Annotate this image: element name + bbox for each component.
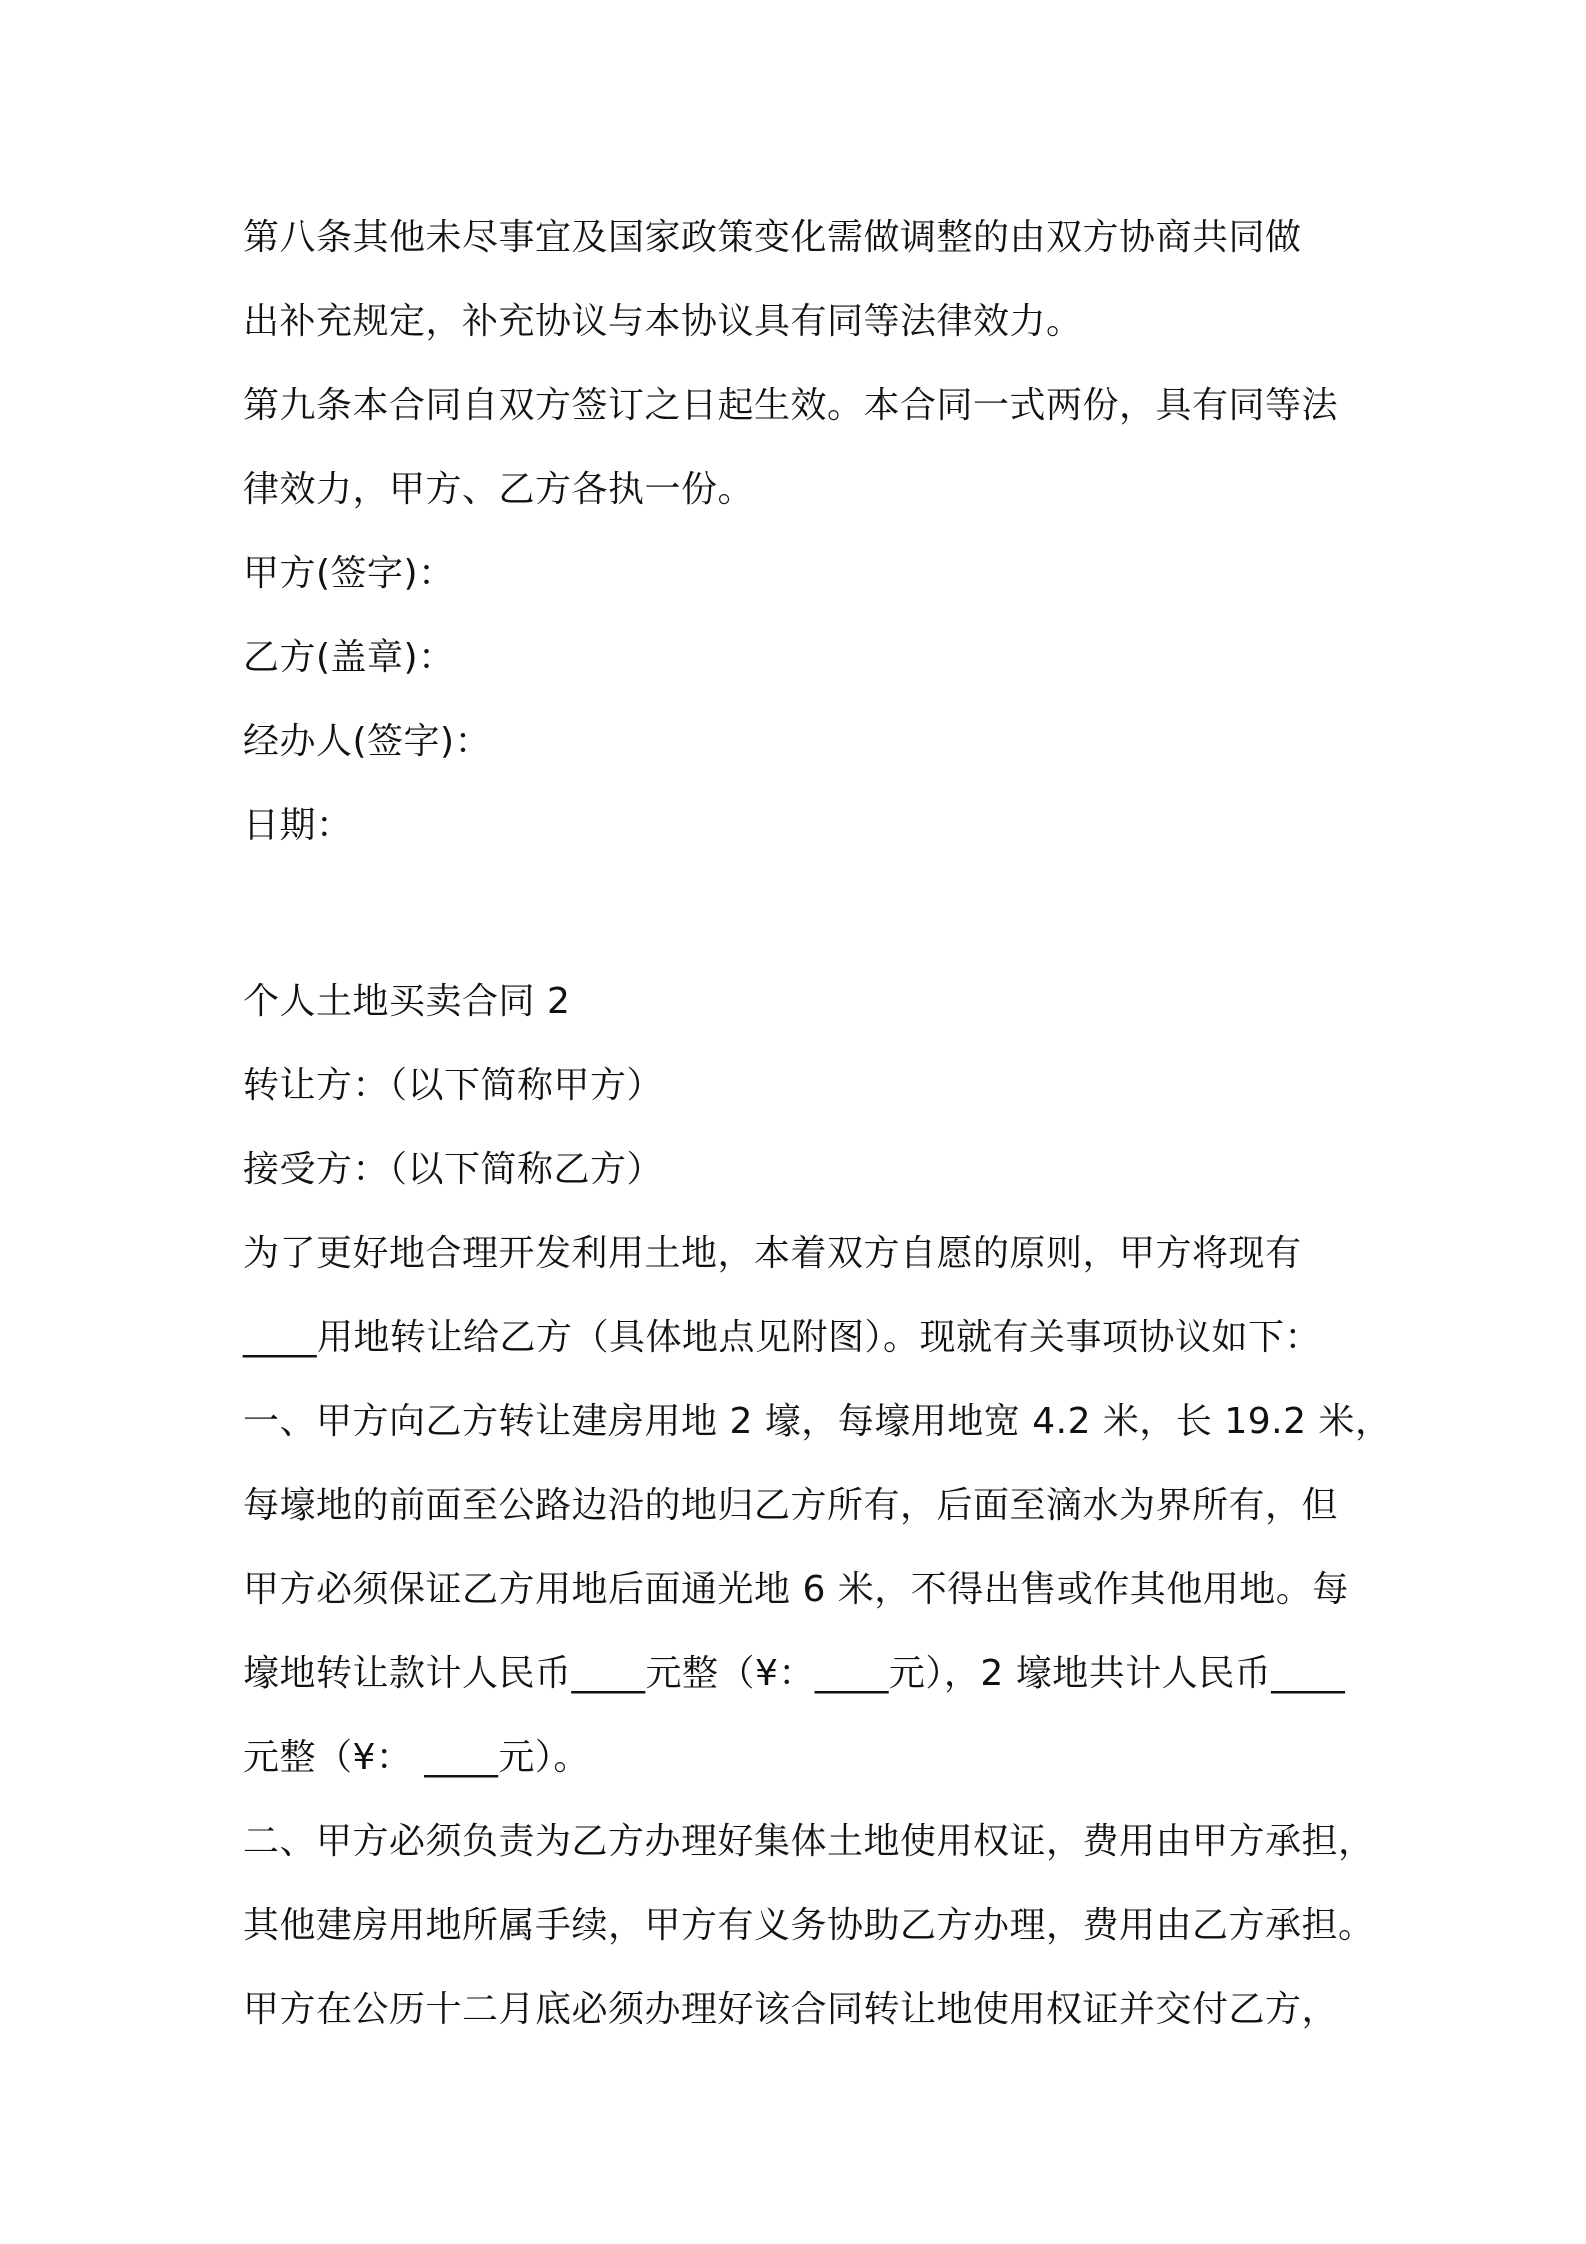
paragraph-line: 壕地转让款计人民币____元整（¥：____元），2 壕地共计人民币____ xyxy=(243,1653,1346,1694)
signature-date: 日期： xyxy=(243,805,353,846)
paragraph-line: 第九条本合同自双方签订之日起生效。本合同一式两份，具有同等法 xyxy=(243,385,1339,426)
section-gap xyxy=(243,868,1363,960)
signature-handler: 经办人(签字)： xyxy=(243,721,492,762)
paragraph-line: 为了更好地合理开发利用土地，本着双方自愿的原则，甲方将现有 xyxy=(243,1233,1302,1274)
contract-title: 个人土地买卖合同 2 xyxy=(243,981,571,1022)
paragraph-line: 其他建房用地所属手续，甲方有义务协助乙方办理，费用由乙方承担。 xyxy=(243,1905,1375,1946)
paragraph-line: 甲方在公历十二月底必须办理好该合同转让地使用权证并交付乙方， xyxy=(243,1989,1339,2030)
paragraph-line: 元整（¥： ____元）。 xyxy=(243,1737,590,1778)
paragraph-line: 一、甲方向乙方转让建房用地 2 壕，每壕用地宽 4.2 米，长 19.2 米， xyxy=(243,1401,1392,1442)
paragraph-line: 出补充规定，补充协议与本协议具有同等法律效力。 xyxy=(243,301,1083,342)
paragraph-line: 甲方必须保证乙方用地后面通光地 6 米，不得出售或作其他用地。每 xyxy=(243,1569,1349,1610)
signature-party-b: 乙方(盖章)： xyxy=(243,637,455,678)
paragraph-line: 律效力，甲方、乙方各执一份。 xyxy=(243,469,755,510)
paragraph-line: 第八条其他未尽事宜及国家政策变化需做调整的由双方协商共同做 xyxy=(243,217,1302,258)
paragraph-line: ____用地转让给乙方（具体地点见附图）。现就有关事项协议如下： xyxy=(243,1317,1322,1358)
transferee-line: 接受方：（以下简称乙方） xyxy=(243,1149,664,1190)
paragraph-line: 二、甲方必须负责为乙方办理好集体土地使用权证，费用由甲方承担， xyxy=(243,1821,1375,1862)
document-body xyxy=(243,196,1392,2052)
signature-party-a: 甲方(签字)： xyxy=(243,553,455,594)
transferor-line: 转让方：（以下简称甲方） xyxy=(243,1065,664,1106)
paragraph-line: 每壕地的前面至公路边沿的地归乙方所有，后面至滴水为界所有，但 xyxy=(243,1485,1339,1526)
